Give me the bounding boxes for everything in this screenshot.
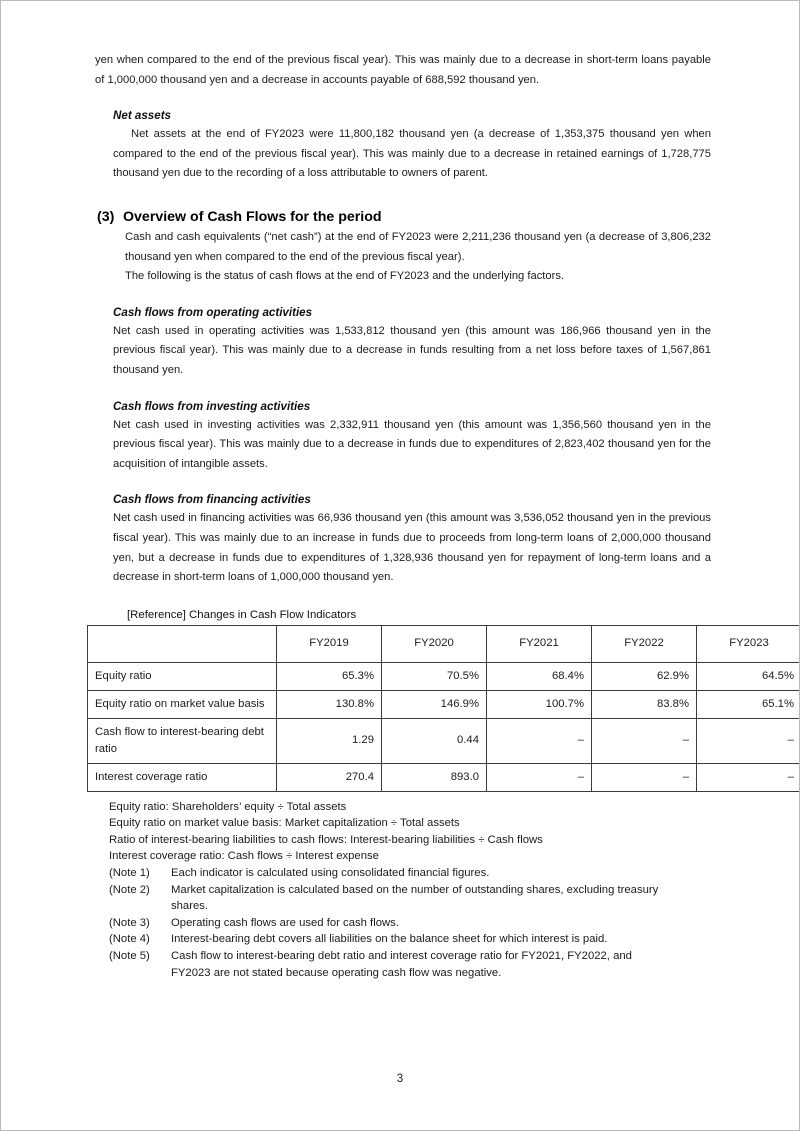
note-tag-3: (Note 3) <box>109 916 150 929</box>
cell-cf-debt-fy2019: 1.29 <box>277 718 382 763</box>
note-text-2 <box>171 882 711 915</box>
note-tag-4: (Note 4) <box>109 933 150 946</box>
table-row <box>88 718 800 763</box>
cell-icr-fy2020: 893.0 <box>382 763 487 791</box>
cell-cf-debt-fy2022: – <box>592 718 697 763</box>
cell-equity-market-fy2020: 146.9% <box>382 690 487 718</box>
table-body <box>88 662 800 791</box>
financing-activities-paragraph: Net cash used in financing activities was 66,936 thousand yen (this amount was 3,536,052 thousand yen in the previous fiscal year). This was mainly due to an increase in funds due to proceeds from long-term loans of 2,000,000 thousand yen, but a decrease in funds due to expenditures of 1,328,936 thousand yen for repayment of long-term loans and a decrease in short-term loans of 1,000,000 thousand yen. <box>113 512 711 584</box>
note-text-5-line2: FY2023 are not stated because operating cash flow was negative. <box>171 966 502 979</box>
note-item-1 <box>109 865 711 882</box>
cell-equity-market-fy2021: 100.7% <box>487 690 592 718</box>
section-title: Overview of Cash Flows for the period <box>123 208 382 225</box>
row-label-cash-flow-debt-ratio: Cash flow to interest-bearing debt ratio <box>88 718 277 763</box>
cell-equity-ratio-fy2019: 65.3% <box>277 662 382 690</box>
section-body <box>95 228 711 287</box>
note-item-5 <box>109 948 711 981</box>
cell-equity-market-fy2023: 65.1% <box>697 690 800 718</box>
formula-equity-ratio-market-value: Equity ratio on market value basis: Market capitalization ÷ Total assets <box>109 817 460 830</box>
page-number: 3 <box>396 1073 404 1085</box>
formula-equity-ratio: Equity ratio: Shareholders’ equity ÷ Total assets <box>109 800 347 813</box>
cell-icr-fy2019: 270.4 <box>277 763 382 791</box>
investing-activities-paragraph: Net cash used in investing activities was 2,332,911 thousand yen (this amount was 1,356,560 thousand yen in the previous fiscal year). This was mainly due to a decrease in funds due to expenditures of 2,823,402 thousand yen for the acquisition of intangible assets. <box>113 418 711 470</box>
financing-activities-block <box>95 509 711 587</box>
net-assets-paragraph: Net assets at the end of FY2023 were 11,800,182 thousand yen (a decrease of 1,353,375 thousand yen when compared to the end of the previous fiscal year). This was mainly due to a decrease in retained earnings of 1,728,775 thousand yen due to the recording of a loss attributable to owners of parent. <box>113 128 711 180</box>
section-paragraph-1: Cash and cash equivalents (“net cash”) at the end of FY2023 were 2,211,236 thousand yen (a decrease of 3,806,232 thousand yen when compared to the end of the previous fiscal year). <box>125 230 711 263</box>
cell-cf-debt-fy2020: 0.44 <box>382 718 487 763</box>
row-label-equity-ratio: Equity ratio <box>88 662 277 690</box>
cell-equity-ratio-fy2022: 62.9% <box>592 662 697 690</box>
cell-icr-fy2023: – <box>697 763 800 791</box>
cell-equity-market-fy2022: 83.8% <box>592 690 697 718</box>
note-item-2 <box>109 882 711 915</box>
note-text-2-line1: Market capitalization is calculated based on the number of outstanding shares, excluding treasury <box>171 883 659 896</box>
table-caption: [Reference] Changes in Cash Flow Indicators <box>127 608 357 621</box>
section-paragraph-2: The following is the status of cash flows at the end of FY2023 and the underlying factors. <box>125 270 565 283</box>
row-label-interest-coverage-ratio: Interest coverage ratio <box>88 763 277 791</box>
operating-activities-block <box>95 322 711 381</box>
note-tag-1: (Note 1) <box>109 867 150 880</box>
table-row <box>88 662 800 690</box>
operating-activities-heading: Cash flows from operating activities <box>113 305 313 319</box>
note-text-1: Each indicator is calculated using consolidated financial figures. <box>171 867 490 880</box>
spacer <box>95 90 711 107</box>
cell-equity-ratio-fy2020: 70.5% <box>382 662 487 690</box>
column-header-fy2020: FY2020 <box>382 625 487 662</box>
spacer <box>95 474 711 491</box>
spacer <box>95 184 711 206</box>
table-corner-cell <box>88 625 277 662</box>
spacer <box>95 588 711 605</box>
note-tag-2: (Note 2) <box>109 883 150 896</box>
section-number: (3) <box>97 208 115 225</box>
table-row <box>88 690 800 718</box>
column-header-fy2023: FY2023 <box>697 625 800 662</box>
row-label-equity-ratio-market-value: Equity ratio on market value basis <box>88 690 277 718</box>
financing-activities-heading: Cash flows from financing activities <box>113 493 311 507</box>
formula-list <box>95 792 711 865</box>
column-header-fy2022: FY2022 <box>592 625 697 662</box>
column-header-fy2019: FY2019 <box>277 625 382 662</box>
notes-list <box>95 865 711 981</box>
cell-icr-fy2022: – <box>592 763 697 791</box>
cell-equity-ratio-fy2023: 64.5% <box>697 662 800 690</box>
spacer <box>95 287 711 304</box>
investing-activities-heading: Cash flows from investing activities <box>113 399 311 413</box>
intro-paragraph: yen when compared to the end of the previous fiscal year). This was mainly due to a decrease in short-term loans payable of 1,000,000 thousand yen and a decrease in accounts payable of 688,592 thousand yen. <box>95 54 711 86</box>
cash-flow-indicators-table <box>87 625 800 792</box>
page-content <box>95 51 794 981</box>
table-header-row <box>88 625 800 662</box>
cell-icr-fy2021: – <box>487 763 592 791</box>
note-text-2-line2: shares. <box>171 900 209 913</box>
table-head <box>88 625 800 662</box>
note-item-3 <box>109 915 711 932</box>
cell-equity-market-fy2019: 130.8% <box>277 690 382 718</box>
note-text-5-line1: Cash flow to interest-bearing debt ratio and interest coverage ratio for FY2021, FY2022, and <box>171 950 632 963</box>
note-text-5 <box>171 948 711 981</box>
cell-equity-ratio-fy2021: 68.4% <box>487 662 592 690</box>
cell-cf-debt-fy2023: – <box>697 718 800 763</box>
net-assets-block <box>95 125 711 184</box>
note-text-3: Operating cash flows are used for cash flows. <box>171 916 399 929</box>
operating-activities-paragraph: Net cash used in operating activities was 1,533,812 thousand yen (this amount was 186,966 thousand yen in the previous fiscal year). This was mainly due to a decrease in funds resulting from a net loss before taxes of 1,567,861 thousand yen. <box>113 324 711 376</box>
note-item-4 <box>109 931 711 948</box>
note-text-4: Interest-bearing debt covers all liabilities on the balance sheet for which interest is paid. <box>171 933 608 946</box>
column-header-fy2021: FY2021 <box>487 625 592 662</box>
section-heading-cash-flows <box>95 206 711 228</box>
spacer <box>95 381 711 398</box>
net-assets-heading: Net assets <box>113 109 172 123</box>
cell-cf-debt-fy2021: – <box>487 718 592 763</box>
formula-interest-bearing-liabilities: Ratio of interest-bearing liabilities to cash flows: Interest-bearing liabilities ÷ Cash flows <box>109 833 543 846</box>
formula-interest-coverage-ratio: Interest coverage ratio: Cash flows ÷ Interest expense <box>109 850 379 863</box>
note-tag-5: (Note 5) <box>109 950 150 963</box>
table-row <box>88 763 800 791</box>
investing-activities-block <box>95 416 711 475</box>
